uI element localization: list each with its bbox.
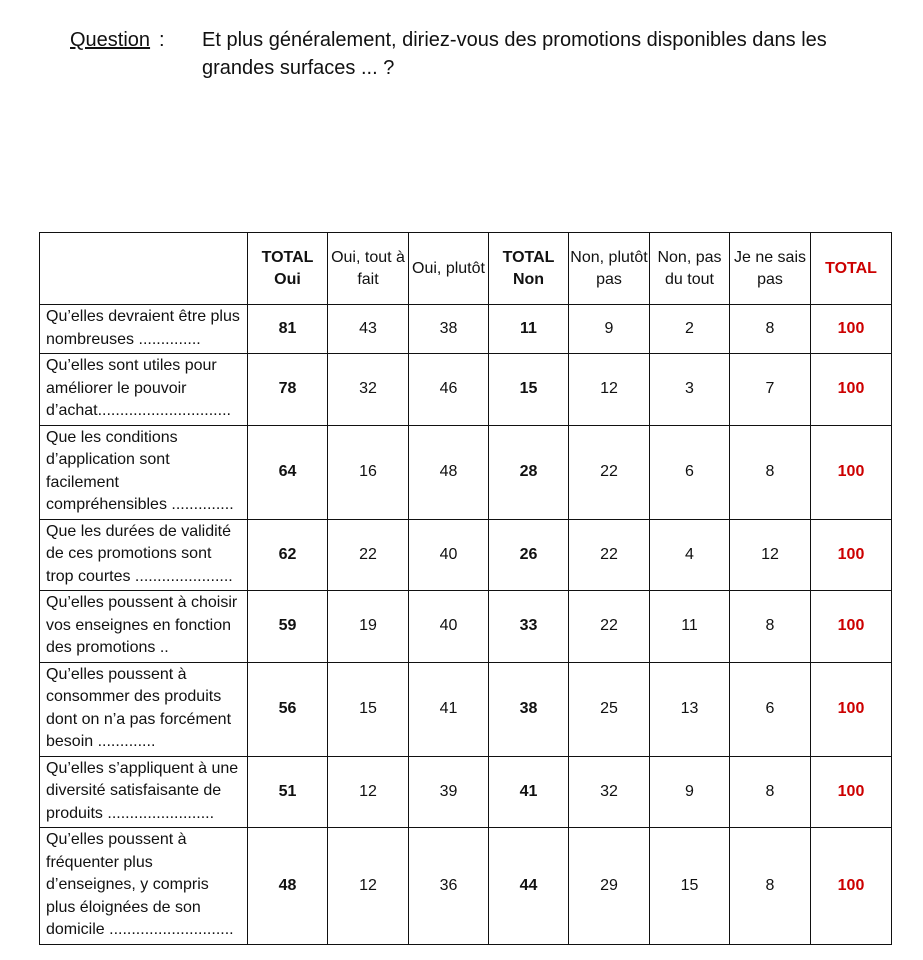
row-label: Qu’elles sont utiles pour améliorer le pouvoir d’achat.............................. bbox=[40, 354, 248, 426]
cell-oui-tout-a-fait: 22 bbox=[328, 519, 409, 591]
cell-non-pas-du-tout: 3 bbox=[650, 354, 730, 426]
cell-total: 100 bbox=[811, 756, 892, 828]
cell-non-pas-du-tout: 9 bbox=[650, 756, 730, 828]
row-label: Qu’elles poussent à choisir vos enseignes en fonction des promotions .. bbox=[40, 591, 248, 663]
cell-total-oui: 81 bbox=[248, 305, 328, 354]
cell-total-oui: 64 bbox=[248, 425, 328, 519]
header-non-plutot-pas: Non, plutôt pas bbox=[569, 233, 650, 305]
cell-total-non: 26 bbox=[489, 519, 569, 591]
cell-total: 100 bbox=[811, 425, 892, 519]
cell-total-oui: 78 bbox=[248, 354, 328, 426]
cell-total: 100 bbox=[811, 591, 892, 663]
cell-total: 100 bbox=[811, 354, 892, 426]
cell-total: 100 bbox=[811, 519, 892, 591]
cell-je-ne-sais-pas: 8 bbox=[730, 828, 811, 945]
header-total-non: TOTAL Non bbox=[489, 233, 569, 305]
row-label: Qu’elles poussent à fréquenter plus d’enseignes, y compris plus éloignées de son domicile ............................ bbox=[40, 828, 248, 945]
cell-total-non: 28 bbox=[489, 425, 569, 519]
cell-je-ne-sais-pas: 8 bbox=[730, 425, 811, 519]
cell-oui-plutot: 36 bbox=[409, 828, 489, 945]
table-row bbox=[40, 828, 892, 945]
cell-non-plutot-pas: 25 bbox=[569, 662, 650, 756]
header-empty-cell bbox=[40, 233, 248, 305]
cell-non-pas-du-tout: 4 bbox=[650, 519, 730, 591]
cell-oui-plutot: 46 bbox=[409, 354, 489, 426]
header-oui-tout-a-fait: Oui, tout à fait bbox=[328, 233, 409, 305]
cell-total-oui: 59 bbox=[248, 591, 328, 663]
cell-non-plutot-pas: 12 bbox=[569, 354, 650, 426]
cell-oui-tout-a-fait: 12 bbox=[328, 828, 409, 945]
cell-oui-plutot: 41 bbox=[409, 662, 489, 756]
cell-total-oui: 51 bbox=[248, 756, 328, 828]
question-text: Et plus généralement, diriez-vous des promotions disponibles dans les grandes surfaces ... ? bbox=[202, 29, 827, 79]
cell-total-non: 15 bbox=[489, 354, 569, 426]
cell-oui-plutot: 39 bbox=[409, 756, 489, 828]
cell-total-oui: 56 bbox=[248, 662, 328, 756]
cell-total-non: 11 bbox=[489, 305, 569, 354]
table-row bbox=[40, 354, 892, 426]
row-label: Qu’elles s’appliquent à une diversité satisfaisante de produits ........................ bbox=[40, 756, 248, 828]
cell-je-ne-sais-pas: 8 bbox=[730, 305, 811, 354]
cell-oui-tout-a-fait: 19 bbox=[328, 591, 409, 663]
cell-total-non: 41 bbox=[489, 756, 569, 828]
cell-total-non: 33 bbox=[489, 591, 569, 663]
table-header-row bbox=[40, 233, 892, 305]
cell-total: 100 bbox=[811, 305, 892, 354]
cell-non-plutot-pas: 9 bbox=[569, 305, 650, 354]
cell-total: 100 bbox=[811, 662, 892, 756]
cell-non-pas-du-tout: 2 bbox=[650, 305, 730, 354]
question-colon: : bbox=[159, 29, 165, 51]
cell-je-ne-sais-pas: 7 bbox=[730, 354, 811, 426]
cell-non-pas-du-tout: 11 bbox=[650, 591, 730, 663]
header-non-pas-du-tout: Non, pas du tout bbox=[650, 233, 730, 305]
table-row bbox=[40, 756, 892, 828]
cell-non-plutot-pas: 22 bbox=[569, 425, 650, 519]
row-label: Qu’elles poussent à consommer des produits dont on n’a pas forcément besoin ............. bbox=[40, 662, 248, 756]
cell-total-oui: 48 bbox=[248, 828, 328, 945]
header-total: TOTAL bbox=[811, 233, 892, 305]
cell-total-non: 44 bbox=[489, 828, 569, 945]
cell-je-ne-sais-pas: 6 bbox=[730, 662, 811, 756]
cell-non-pas-du-tout: 6 bbox=[650, 425, 730, 519]
row-label: Que les durées de validité de ces promotions sont trop courtes ...................... bbox=[40, 519, 248, 591]
table-row bbox=[40, 425, 892, 519]
cell-oui-plutot: 38 bbox=[409, 305, 489, 354]
header-oui-plutot: Oui, plutôt bbox=[409, 233, 489, 305]
cell-total-oui: 62 bbox=[248, 519, 328, 591]
row-label: Qu’elles devraient être plus nombreuses .............. bbox=[40, 305, 248, 354]
header-total-oui: TOTAL Oui bbox=[248, 233, 328, 305]
cell-je-ne-sais-pas: 8 bbox=[730, 756, 811, 828]
cell-oui-tout-a-fait: 16 bbox=[328, 425, 409, 519]
header-je-ne-sais-pas: Je ne sais pas bbox=[730, 233, 811, 305]
cell-non-plutot-pas: 32 bbox=[569, 756, 650, 828]
cell-non-pas-du-tout: 13 bbox=[650, 662, 730, 756]
cell-je-ne-sais-pas: 12 bbox=[730, 519, 811, 591]
row-label: Que les conditions d’application sont facilement compréhensibles .............. bbox=[40, 425, 248, 519]
cell-je-ne-sais-pas: 8 bbox=[730, 591, 811, 663]
cell-total-non: 38 bbox=[489, 662, 569, 756]
cell-oui-tout-a-fait: 43 bbox=[328, 305, 409, 354]
table-row bbox=[40, 305, 892, 354]
cell-non-plutot-pas: 22 bbox=[569, 591, 650, 663]
cell-oui-plutot: 40 bbox=[409, 591, 489, 663]
cell-oui-tout-a-fait: 12 bbox=[328, 756, 409, 828]
cell-non-pas-du-tout: 15 bbox=[650, 828, 730, 945]
cell-total: 100 bbox=[811, 828, 892, 945]
cell-oui-tout-a-fait: 32 bbox=[328, 354, 409, 426]
results-table bbox=[39, 232, 892, 945]
table-row bbox=[40, 662, 892, 756]
cell-oui-plutot: 40 bbox=[409, 519, 489, 591]
cell-non-plutot-pas: 29 bbox=[569, 828, 650, 945]
cell-oui-plutot: 48 bbox=[409, 425, 489, 519]
table-row bbox=[40, 591, 892, 663]
question-label: Question bbox=[70, 29, 151, 51]
cell-oui-tout-a-fait: 15 bbox=[328, 662, 409, 756]
cell-non-plutot-pas: 22 bbox=[569, 519, 650, 591]
table-row bbox=[40, 519, 892, 591]
